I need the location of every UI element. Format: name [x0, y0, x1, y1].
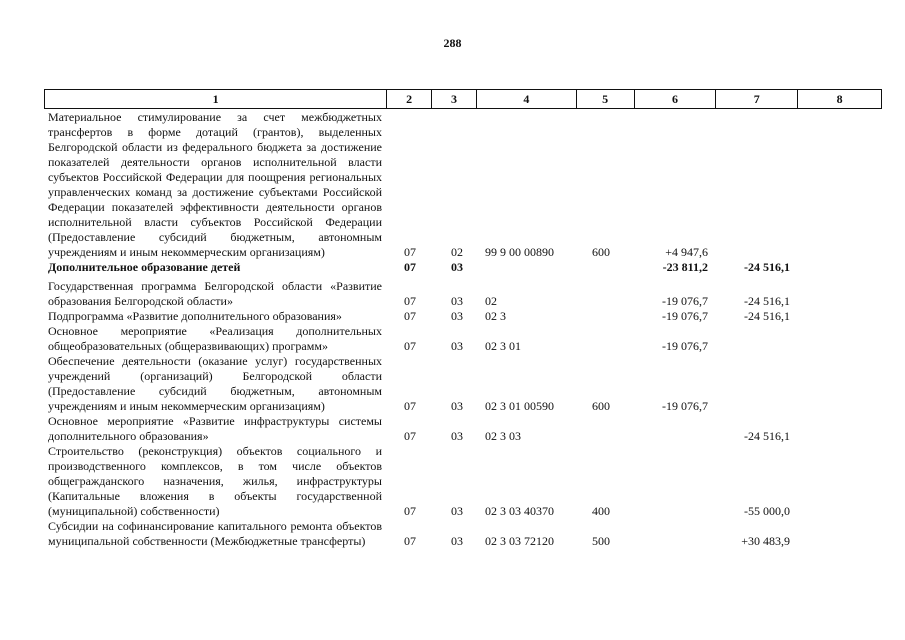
- header-col-2: 2: [387, 90, 432, 108]
- row-description: Субсидии на софинансирование капитального ремонта объектов муниципальной собственности (Межбюджетные трансферты): [48, 519, 382, 548]
- row-subsection: 03: [451, 399, 463, 413]
- table-row: [48, 260, 882, 275]
- table-body: [48, 110, 882, 549]
- header-col-5: 5: [577, 90, 635, 108]
- table-row: [48, 110, 882, 260]
- row-amount-col6: -19 076,7: [662, 399, 708, 413]
- row-subsection: 03: [451, 309, 463, 323]
- header-col-1: 1: [45, 90, 387, 108]
- row-section: 07: [404, 399, 416, 413]
- row-subsection: 03: [451, 534, 463, 548]
- row-description: Государственная программа Белгородской области «Развитие образования Белгородской области»: [48, 279, 382, 308]
- row-amount-col6: -19 076,7: [662, 309, 708, 323]
- row-expense-type: 500: [592, 534, 610, 548]
- header-col-3: 3: [432, 90, 477, 108]
- row-target-article: 02 3: [485, 309, 506, 323]
- page-number: 288: [443, 36, 462, 50]
- table-row: [48, 309, 882, 324]
- row-target-article: 99 9 00 00890: [485, 245, 554, 259]
- header-col-7: 7: [716, 90, 798, 108]
- row-amount-col7: -24 516,1: [744, 260, 790, 274]
- row-expense-type: 400: [592, 504, 610, 518]
- row-subsection: 02: [451, 245, 463, 259]
- row-section: 07: [404, 260, 416, 274]
- row-section: 07: [404, 294, 416, 308]
- row-amount-col7: -24 516,1: [744, 294, 790, 308]
- row-subsection: 03: [451, 429, 463, 443]
- row-amount-col6: +4 947,6: [665, 245, 708, 259]
- row-description: Дополнительное образование детей: [48, 260, 241, 274]
- table-row: [48, 354, 882, 414]
- table-row: [48, 444, 882, 519]
- row-target-article: 02: [485, 294, 497, 308]
- row-amount-col7: -55 000,0: [744, 504, 790, 518]
- row-description: Материальное стимулирование за счет межбюджетных трансфертов в форме дотаций (грантов), выделенных Белгородской области из федерального бюджета за достижение показателей деятельности органов исполнительной власти субъектов Российской Федерации для поощрения региональных управленческих команд за достижение субъектами Российской Федерации показателей эффективности деятельности органов исполнительной власти субъектов Российской Федерации (Предоставление субсидий бюджетным, автономным учреждениям и иным некоммерческим организациям): [48, 110, 382, 259]
- row-amount-col6: -19 076,7: [662, 339, 708, 353]
- table-row: [48, 519, 882, 549]
- row-expense-type: 600: [592, 399, 610, 413]
- row-expense-type: 600: [592, 245, 610, 259]
- row-target-article: 02 3 01: [485, 339, 521, 353]
- row-section: 07: [404, 245, 416, 259]
- table-header: [44, 89, 882, 109]
- row-section: 07: [404, 309, 416, 323]
- row-subsection: 03: [451, 504, 463, 518]
- row-description: Строительство (реконструкция) объектов социального и производственного комплексов, в том числе объектов общегражданского назначения, жилья, инфраструктуры (Капитальные вложения в объекты государственной (муниципальной) собственности): [48, 444, 382, 518]
- row-target-article: 02 3 03: [485, 429, 521, 443]
- row-section: 07: [404, 429, 416, 443]
- row-description: Подпрограмма «Развитие дополнительного образования»: [48, 309, 342, 323]
- row-subsection: 03: [451, 294, 463, 308]
- row-amount-col6: -19 076,7: [662, 294, 708, 308]
- row-section: 07: [404, 504, 416, 518]
- header-col-6: 6: [635, 90, 717, 108]
- row-subsection: 03: [451, 339, 463, 353]
- row-amount-col7: -24 516,1: [744, 309, 790, 323]
- row-section: 07: [404, 534, 416, 548]
- table-row: [48, 279, 882, 309]
- header-col-8: 8: [836, 92, 843, 106]
- row-amount-col7: +30 483,9: [741, 534, 790, 548]
- row-target-article: 02 3 03 40370: [485, 504, 554, 518]
- row-description: Обеспечение деятельности (оказание услуг) государственных учреждений (организаций) Белгородской области (Предоставление субсидий бюджетным, автономным учреждениям и иным некоммерческим организациям): [48, 354, 382, 413]
- header-col-4: 4: [477, 90, 577, 108]
- table-row: [48, 324, 882, 354]
- row-target-article: 02 3 01 00590: [485, 399, 554, 413]
- row-amount-col6: -23 811,2: [662, 260, 708, 274]
- table-row: [48, 414, 882, 444]
- row-description: Основное мероприятие «Развитие инфраструктуры системы дополнительного образования»: [48, 414, 382, 443]
- row-subsection: 03: [451, 260, 463, 274]
- row-section: 07: [404, 339, 416, 353]
- row-description: Основное мероприятие «Реализация дополнительных общеобразовательных (общеразвивающих) программ»: [48, 324, 382, 353]
- row-target-article: 02 3 03 72120: [485, 534, 554, 548]
- row-amount-col7: -24 516,1: [744, 429, 790, 443]
